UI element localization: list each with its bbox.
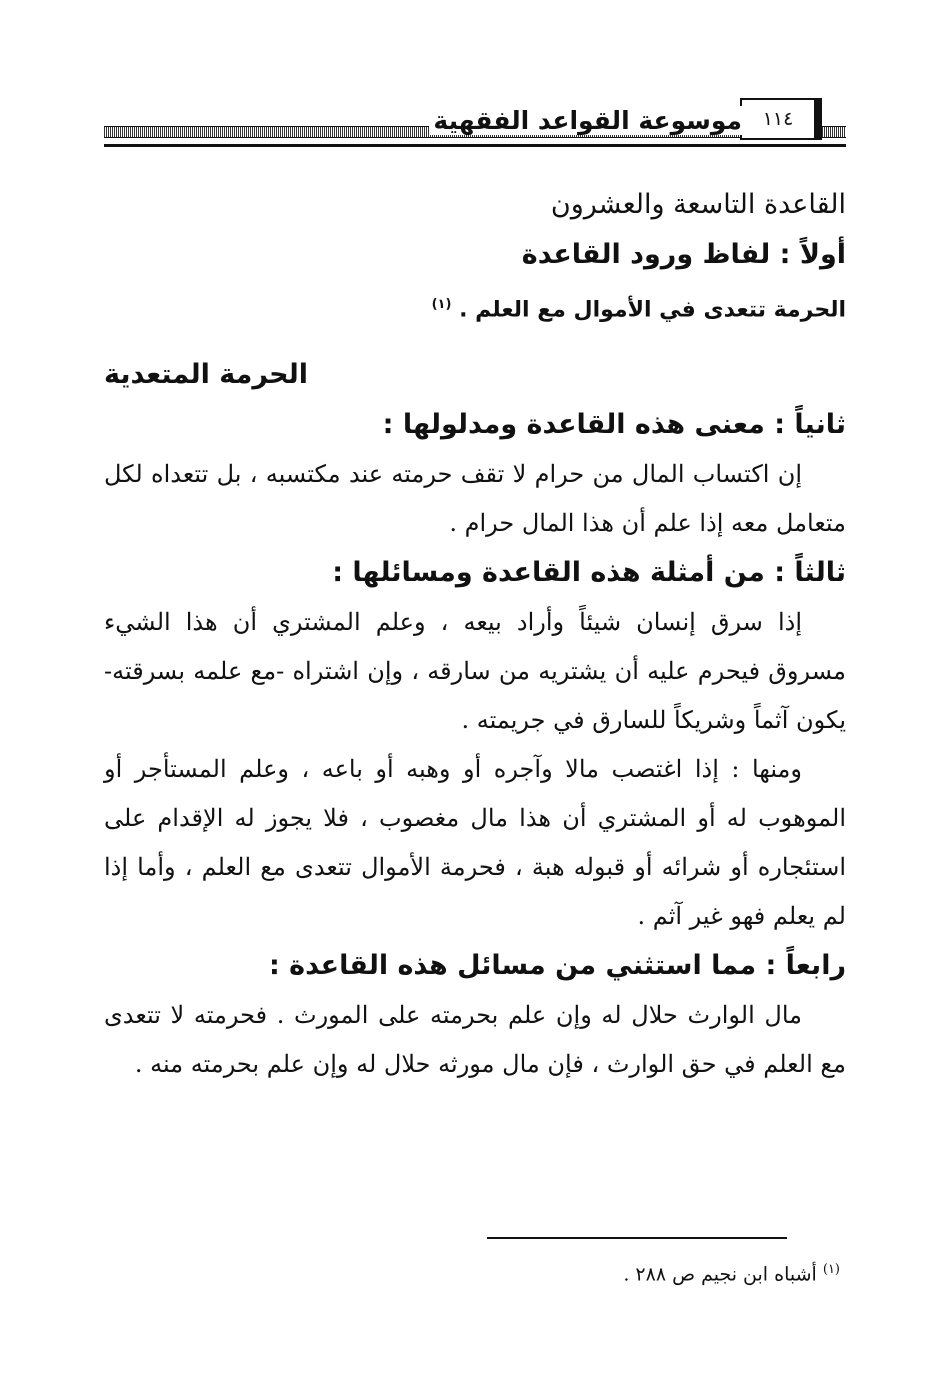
header-rule xyxy=(104,144,846,147)
section3-paragraph-2: ومنها : إذا اغتصب مالا وآجره أو وهبه أو باعه ، وعلم المستأجر أو الموهوب له أو المشتري أن هذا مال مغصوب ، فلا يجوز له الإقدام على استئجاره أو شرائه أو قبوله هبة ، فحرمة الأموال تتعدى مع العلم ، وأما إذا لم يعلم فهو غير آثم . xyxy=(104,755,846,930)
short-rule-name: الحرمة المتعدية xyxy=(104,359,309,390)
section4-heading: رابعاً : مما استثني من مسائل هذه القاعدة : xyxy=(268,950,846,981)
rule-statement-text: الحرمة تتعدى في الأموال مع العلم . xyxy=(459,297,846,323)
section2-paragraph: إن اكتساب المال من حرام لا تقف حرمته عند مكتسبه ، بل تتعداه لكل متعامل معه إذا علم أن هذا المال حرام . xyxy=(104,460,846,537)
footnote-mark: (١) xyxy=(822,1262,840,1277)
running-title: موسوعة القواعد الفقهية xyxy=(429,106,746,135)
footnote-separator xyxy=(487,1237,787,1239)
page-header xyxy=(104,96,846,156)
section2-heading: ثانياً : معنى هذه القاعدة ومدلولها : xyxy=(382,409,846,440)
section4-paragraph: مال الوارث حلال له وإن علم بحرمته على المورث . فحرمته لا تتعدى مع العلم في حق الوارث ، فإن مال مورثه حلال له وإن علم بحرمته منه . xyxy=(104,1001,846,1078)
section3-heading: ثالثاً : من أمثلة هذه القاعدة ومسائلها : xyxy=(332,557,846,588)
footnote xyxy=(623,1262,840,1285)
rule-statement xyxy=(104,280,846,330)
page-number: ١١٤ xyxy=(740,98,822,140)
footnote-ref: (١) xyxy=(431,297,452,312)
rule-title: القاعدة التاسعة والعشرون xyxy=(550,189,846,220)
section1-heading: أولاً : لفاظ ورود القاعدة xyxy=(521,239,846,270)
section3-paragraph-1: إذا سرق إنسان شيئاً وأراد بيعه ، وعلم المشتري أن هذا الشيء مسروق فيحرم عليه أن يشتريه من سارقه ، وإن اشتراه -مع علمه بسرقته- يكون آثماً وشريكاً للسارق في جريمته . xyxy=(104,608,846,734)
footnote-text: أشباه ابن نجيم ص ٢٨٨ . xyxy=(623,1263,817,1286)
page-body xyxy=(104,180,846,1089)
